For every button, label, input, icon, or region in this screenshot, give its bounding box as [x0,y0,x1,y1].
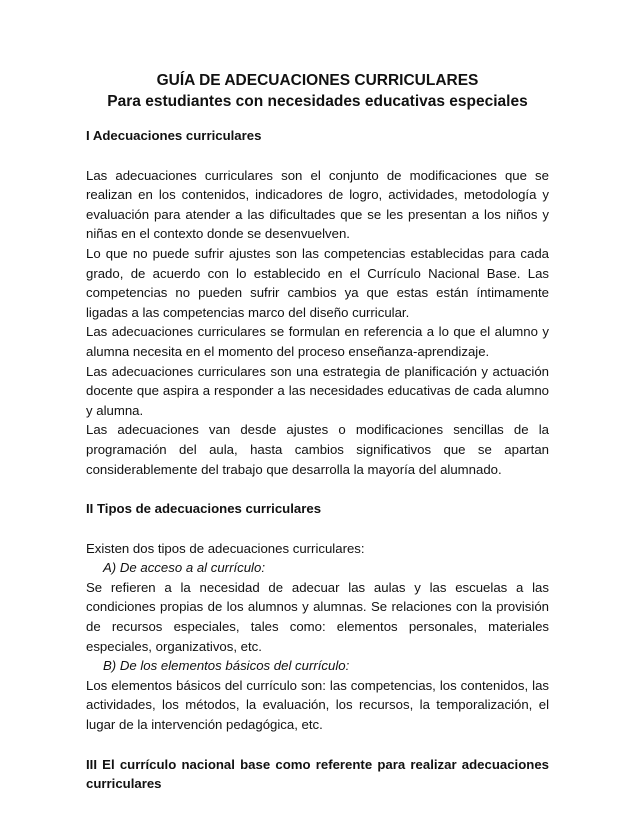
section-1-heading: I Adecuaciones curriculares [86,128,262,143]
section-2-heading: II Tipos de adecuaciones curriculares [86,501,322,517]
document-title: GUÍA DE ADECUACIONES CURRICULARES [156,72,479,89]
section-2-body [86,539,549,735]
list-item-a: A) De acceso a al currículo: [103,560,265,576]
section-3-heading: III El currículo nacional base como referente para realizar adecuaciones curriculares [86,756,549,792]
document-subtitle: Para estudiantes con necesidades educativas especiales [107,93,528,110]
list-item-a-text: Se refieren a la necesidad de adecuar las aulas y las escuelas a las condiciones propias de los alumnos y alumnas. Se relaciones con la provisión de recursos especiales, tales como: elementos personales, materiales especiales, organizativos, etc. [86,579,549,654]
section-1-body [86,166,549,480]
paragraph: Las adecuaciones curriculares son una estrategia de planificación y actuación docente que aspira a responder a las necesidades educativas de cada alumno y alumna. [86,363,549,418]
list-item-b-text: Los elementos básicos del currículo son: las competencias, los contenidos, las actividades, los métodos, la evaluación, los recursos, la temporalización, el lugar de la intervención pedagógica, etc. [86,677,549,733]
document-page [86,70,549,794]
paragraph: Las adecuaciones van desde ajustes o modificaciones sencillas de la programación del aula, hasta cambios significativos que se apartan considerablemente del trabajo que desarrolla la mayoría del alumnado. [86,422,549,477]
paragraph: Las adecuaciones curriculares se formulan en referencia a lo que el alumno y alumna necesita en el momento del proceso enseñanza-aprendizaje. [86,324,549,359]
list-item-b: B) De los elementos básicos del currículo: [103,658,350,674]
section-2-intro: Existen dos tipos de adecuaciones curriculares: [86,540,365,556]
paragraph: Lo que no puede sufrir ajustes son las competencias establecidas para cada grado, de acuerdo con lo establecido en el Currículo Nacional Base. Las competencias no pueden sufrir cambios ya que estas están íntimamente ligadas a las competencias marco del diseño curricular. [86,245,549,320]
paragraph: Las adecuaciones curriculares son el conjunto de modificaciones que se realizan en los contenidos, indicadores de logro, actividades, metodología y evaluación para atender a las dificultades que se les presentan a los niños y niñas en el contexto donde se desenvuelven. [86,167,549,242]
